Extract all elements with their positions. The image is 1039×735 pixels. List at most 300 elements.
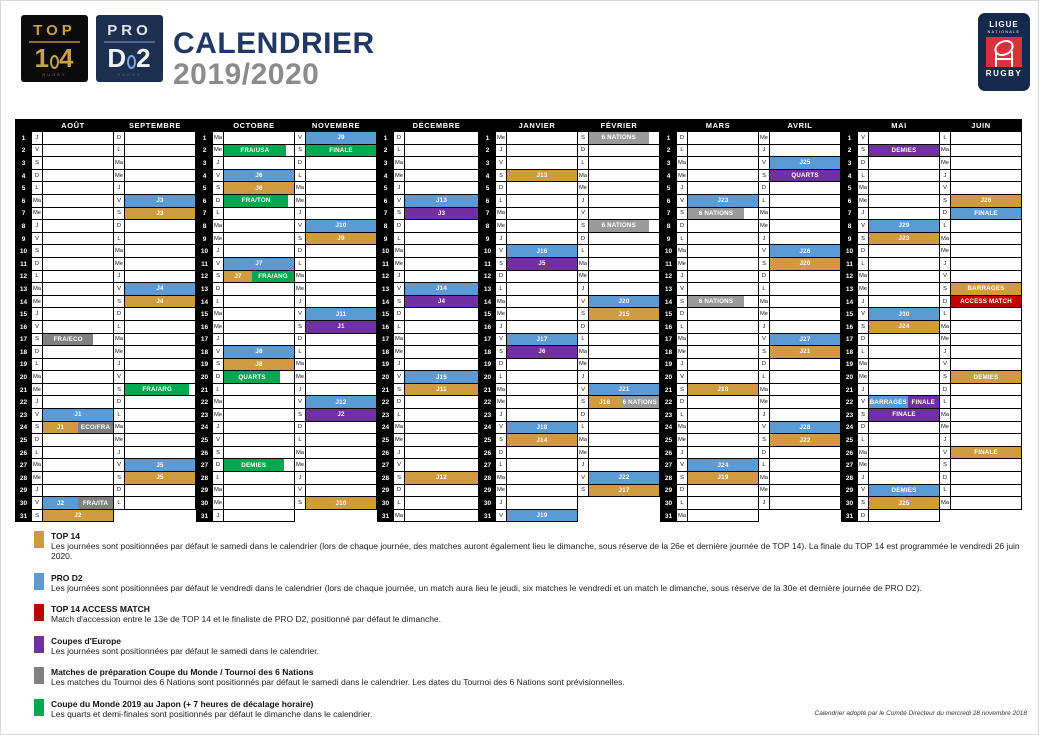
event-slot [224,220,295,233]
day-number-cell: 19 [841,359,858,372]
day-number-cell: 18 [479,346,496,359]
weekday-cell: L [394,233,405,246]
event-chip: J20 [589,296,659,308]
event-slot [405,271,479,284]
event-slot [306,195,377,208]
calendar-row [377,271,479,284]
event-slot [869,308,940,321]
calendar-row [841,359,1022,372]
day-number-cell: 11 [479,258,496,271]
weekday-cell: Me [940,157,951,170]
weekday-cell: J [759,145,770,158]
event-slot [125,472,196,485]
weekday-cell: L [496,371,507,384]
prod2-logo-text: PRO [107,22,152,39]
event-slot [589,334,660,347]
event-chip: J5 [125,459,195,471]
weekday-cell: Ma [677,157,688,170]
weekday-cell: D [759,182,770,195]
calendar-row [15,321,196,334]
day-number-cell: 12 [15,271,32,284]
weekday-cell: J [32,396,43,409]
event-slot [589,170,660,183]
weekday-cell: L [114,409,125,422]
calendar-row [196,346,377,359]
calendar-row [660,409,841,422]
event-chip: ECO/FRA [78,422,113,434]
calendar-row [196,422,377,435]
page-title [173,28,375,90]
event-slot [43,422,114,435]
day-number-cell: 4 [377,170,394,183]
season-calendar-grid [15,119,1022,522]
event-chip: FINALE [869,409,939,421]
weekday-cell: Me [213,497,224,510]
weekday-cell: Me [295,459,306,472]
weekday-cell: J [213,245,224,258]
day-number-cell: 24 [377,422,394,435]
event-slot [869,396,940,409]
weekday-cell: J [394,447,405,460]
weekday-cell: Me [759,132,770,145]
event-slot [869,195,940,208]
month-group [377,119,479,522]
calendar-row [196,447,377,460]
weekday-cell: J [677,182,688,195]
event-slot [688,283,759,296]
weekday-cell: V [858,220,869,233]
day-number-cell: 30 [479,497,496,510]
weekday-cell: D [677,220,688,233]
day-number-cell: 9 [660,233,677,246]
day-number-cell: 25 [377,434,394,447]
calendar-row [479,245,660,258]
event-slot [405,409,479,422]
weekday-cell: Ma [858,182,869,195]
day-number-cell: 17 [479,334,496,347]
weekday-cell: V [295,485,306,498]
event-slot [770,283,841,296]
event-chip: J2 [306,409,376,421]
weekday-cell: S [394,208,405,221]
day-number-cell: 18 [196,346,213,359]
day-number-cell: 24 [841,422,858,435]
event-slot [507,334,578,347]
event-slot [224,472,295,485]
event-slot [507,485,578,498]
weekday-cell: L [295,258,306,271]
calendar-row [841,283,1022,296]
event-slot [405,208,479,221]
top14-logo: TOP 1 4 RUGBY [21,15,88,82]
calendar-row [196,208,377,221]
weekday-cell: Ma [114,157,125,170]
weekday-cell: D [213,195,224,208]
event-chip: BARRAGES [869,396,908,408]
calendar-row [377,346,479,359]
day-number-cell: 5 [15,182,32,195]
weekday-cell: V [32,497,43,510]
weekday-cell: D [677,132,688,145]
day-number-cell: 27 [841,459,858,472]
event-chip: BARRAGES [951,283,1021,295]
month-name: JUIN [940,119,1022,132]
day-number-cell: 11 [660,258,677,271]
weekday-cell: V [213,170,224,183]
day-number-cell: 12 [377,271,394,284]
day-number-cell: 24 [196,422,213,435]
day-number-cell: 14 [479,296,496,309]
calendar-row [196,459,377,472]
event-chip: FINALE [306,145,376,157]
day-number-cell: 3 [660,157,677,170]
day-number-cell: 17 [15,334,32,347]
event-slot [770,434,841,447]
calendar-row [377,308,479,321]
calendar-row [15,409,196,422]
event-slot [869,371,940,384]
event-slot [125,195,196,208]
weekday-cell: Me [496,485,507,498]
weekday-cell: L [295,434,306,447]
weekday-cell: L [114,233,125,246]
event-chip: 6 NATIONS [688,296,744,308]
weekday-cell: L [213,208,224,221]
event-slot [869,283,940,296]
event-slot [507,497,578,510]
legend-description: Les journées sont positionnées par défaut le samedi dans le calendrier (lors de chaque journée, des matches auront également lieu le dimanche, sous réserve de la 26e et dernière journée de TOP 14). La finale du TOP 14 est programmée le vendredi 26 juin 2020. [51,541,1020,561]
weekday-cell: S [578,485,589,498]
weekday-cell: S [677,296,688,309]
day-number-cell: 4 [660,170,677,183]
event-slot [224,132,295,145]
day-number-cell: 10 [196,245,213,258]
weekday-cell: L [496,283,507,296]
event-slot [306,497,377,510]
weekday-cell: D [858,510,869,523]
event-slot [951,245,1022,258]
day-number-cell: 26 [660,447,677,460]
calendar-row [196,145,377,158]
event-slot [405,510,479,523]
weekday-cell: Me [394,258,405,271]
event-chip: J16 [589,396,621,408]
weekday-cell: L [213,296,224,309]
event-chip: J2 [43,510,113,522]
event-slot [224,384,295,397]
empty-cell [306,510,377,523]
weekday-cell: V [759,157,770,170]
weekday-cell: Ma [496,208,507,221]
event-slot [688,497,759,510]
weekday-cell: D [394,308,405,321]
calendar-row [15,359,196,372]
day-number-cell: 1 [841,132,858,145]
day-number-cell: 21 [841,384,858,397]
weekday-cell: D [940,208,951,221]
prod2-logo: PRO D 2 RUGBY [96,15,163,82]
event-slot [951,182,1022,195]
weekday-cell: S [295,233,306,246]
day-number-cell: 23 [660,409,677,422]
event-slot [688,359,759,372]
calendar-row [377,422,479,435]
event-slot [507,409,578,422]
event-chip: J10 [306,220,376,232]
weekday-cell: D [578,145,589,158]
legend-title: TOP 14 [51,531,80,541]
event-slot [224,485,295,498]
weekday-cell: Me [677,258,688,271]
day-number-cell: 31 [479,510,496,523]
day-number-cell: 12 [841,271,858,284]
weekday-cell: Me [940,422,951,435]
event-chip: FRA/ANG [252,271,294,283]
weekday-cell: S [213,271,224,284]
event-slot [43,132,114,145]
event-chip: J4 [405,296,478,308]
event-slot [43,472,114,485]
calendar-row [479,497,660,510]
adoption-note: Calendrier adopté par le Comité Directeur du mercredi 28 novembre 2018 [814,710,1027,717]
event-chip: FRA/ITA [78,497,113,509]
event-slot [306,296,377,309]
day-number-cell: 13 [15,283,32,296]
weekday-cell: S [32,157,43,170]
event-slot [869,346,940,359]
event-slot [224,308,295,321]
event-slot [43,182,114,195]
event-slot [125,170,196,183]
day-number-cell: 5 [841,182,858,195]
calendar-row [377,195,479,208]
weekday-cell: L [858,258,869,271]
calendar-row [15,422,196,435]
calendar-row [15,157,196,170]
event-chip: J30 [869,308,939,320]
day-number-cell: 17 [196,334,213,347]
day-number-cell: 29 [15,485,32,498]
event-slot [951,258,1022,271]
event-slot [869,497,940,510]
calendar-row [377,258,479,271]
day-number-cell: 5 [479,182,496,195]
event-slot [43,359,114,372]
weekday-cell: D [940,472,951,485]
weekday-cell: J [496,233,507,246]
weekday-cell: Ma [759,472,770,485]
weekday-cell: S [496,170,507,183]
empty-cell [578,510,589,523]
calendar-row [479,434,660,447]
weekday-cell: J [858,208,869,221]
month-name: MARS [677,119,759,132]
event-slot [125,422,196,435]
calendar-row [479,409,660,422]
calendar-row [15,283,196,296]
weekday-cell: D [114,132,125,145]
event-chip: J23 [869,233,939,245]
day-number-cell: 12 [660,271,677,284]
event-slot [125,371,196,384]
event-slot [589,396,660,409]
event-chip: J22 [770,434,840,446]
event-slot [688,510,759,523]
event-slot [405,283,479,296]
day-number-cell: 1 [479,132,496,145]
weekday-cell: S [858,497,869,510]
event-slot [125,145,196,158]
event-slot [224,245,295,258]
event-slot [951,157,1022,170]
calendar-row [660,271,841,284]
day-number-cell: 28 [377,472,394,485]
weekday-cell: D [496,447,507,460]
weekday-cell: L [940,220,951,233]
weekday-cell: Ma [32,195,43,208]
event-slot [688,472,759,485]
weekday-cell: V [114,371,125,384]
calendar-row [841,258,1022,271]
weekday-cell: V [394,283,405,296]
event-slot [951,170,1022,183]
weekday-cell: J [114,359,125,372]
calendar-row [660,396,841,409]
event-slot [43,283,114,296]
event-slot [306,220,377,233]
calendar-row [196,321,377,334]
weekday-cell: D [295,157,306,170]
event-slot [507,145,578,158]
event-slot [224,157,295,170]
event-slot [869,321,940,334]
weekday-cell: S [32,334,43,347]
weekday-cell: J [496,145,507,158]
day-number-cell: 8 [377,220,394,233]
weekday-cell: Ma [677,422,688,435]
weekday-cell: Ma [295,271,306,284]
day-number-cell: 11 [377,258,394,271]
weekday-cell: L [677,145,688,158]
event-slot [589,409,660,422]
day-number-cell: 31 [377,510,394,523]
day-number-cell: 19 [479,359,496,372]
calendar-row [479,359,660,372]
calendar-row [377,334,479,347]
day-number-cell: 18 [15,346,32,359]
event-chip: J18 [688,384,758,396]
weekday-cell: L [394,321,405,334]
weekday-cell: L [114,145,125,158]
calendar-row [196,132,377,145]
event-slot [125,132,196,145]
event-slot [306,396,377,409]
event-slot [770,245,841,258]
weekday-cell: J [394,182,405,195]
event-slot [507,447,578,460]
event-slot [43,409,114,422]
weekday-cell: S [677,472,688,485]
day-number-cell: 9 [841,233,858,246]
legend-color-swatch [34,667,44,684]
calendar-row [196,245,377,258]
event-slot [688,195,759,208]
event-slot [770,334,841,347]
weekday-cell: S [858,409,869,422]
day-number-cell: 26 [479,447,496,460]
weekday-cell: L [394,409,405,422]
day-number-cell: 9 [377,233,394,246]
month-name: SEPTEMBRE [114,119,196,132]
calendar-row [660,145,841,158]
weekday-cell: J [496,409,507,422]
event-slot [43,334,114,347]
event-chip: J8 [224,359,294,371]
weekday-cell: L [114,321,125,334]
event-slot [43,296,114,309]
event-slot [770,472,841,485]
event-slot [405,245,479,258]
event-slot [224,434,295,447]
month-name: NOVEMBRE [295,119,377,132]
weekday-cell: L [940,308,951,321]
month-name: AOÛT [32,119,114,132]
event-slot [589,233,660,246]
legend [34,531,1038,730]
weekday-cell: Ma [295,182,306,195]
day-number-cell: 7 [15,208,32,221]
day-number-cell: 17 [841,334,858,347]
event-slot [770,485,841,498]
day-number-cell: 20 [196,371,213,384]
calendar-row [841,308,1022,321]
weekday-cell: V [578,296,589,309]
event-slot [869,459,940,472]
weekday-cell: J [213,334,224,347]
event-chip: FRA/ARG [125,384,189,396]
day-number-cell: 23 [15,409,32,422]
calendar-row [377,497,479,510]
event-slot [507,359,578,372]
event-slot [306,145,377,158]
weekday-cell: L [940,396,951,409]
calendar-row [377,296,479,309]
event-slot [43,145,114,158]
empty-cell [295,510,306,523]
event-slot [770,170,841,183]
event-slot [306,245,377,258]
event-slot [306,308,377,321]
weekday-cell: J [858,472,869,485]
weekday-cell: S [940,459,951,472]
weekday-cell: V [858,308,869,321]
calendar-row [377,245,479,258]
day-number-cell: 11 [841,258,858,271]
weekday-cell: J [858,296,869,309]
event-slot [224,510,295,523]
calendar-row [479,346,660,359]
event-slot [770,396,841,409]
weekday-cell: L [32,447,43,460]
weekday-cell: V [496,422,507,435]
event-slot [951,459,1022,472]
day-number-cell: 26 [196,447,213,460]
day-number-cell: 21 [15,384,32,397]
weekday-cell: J [677,271,688,284]
calendar-row [15,296,196,309]
day-number-cell: 25 [196,434,213,447]
day-number-cell: 29 [377,485,394,498]
